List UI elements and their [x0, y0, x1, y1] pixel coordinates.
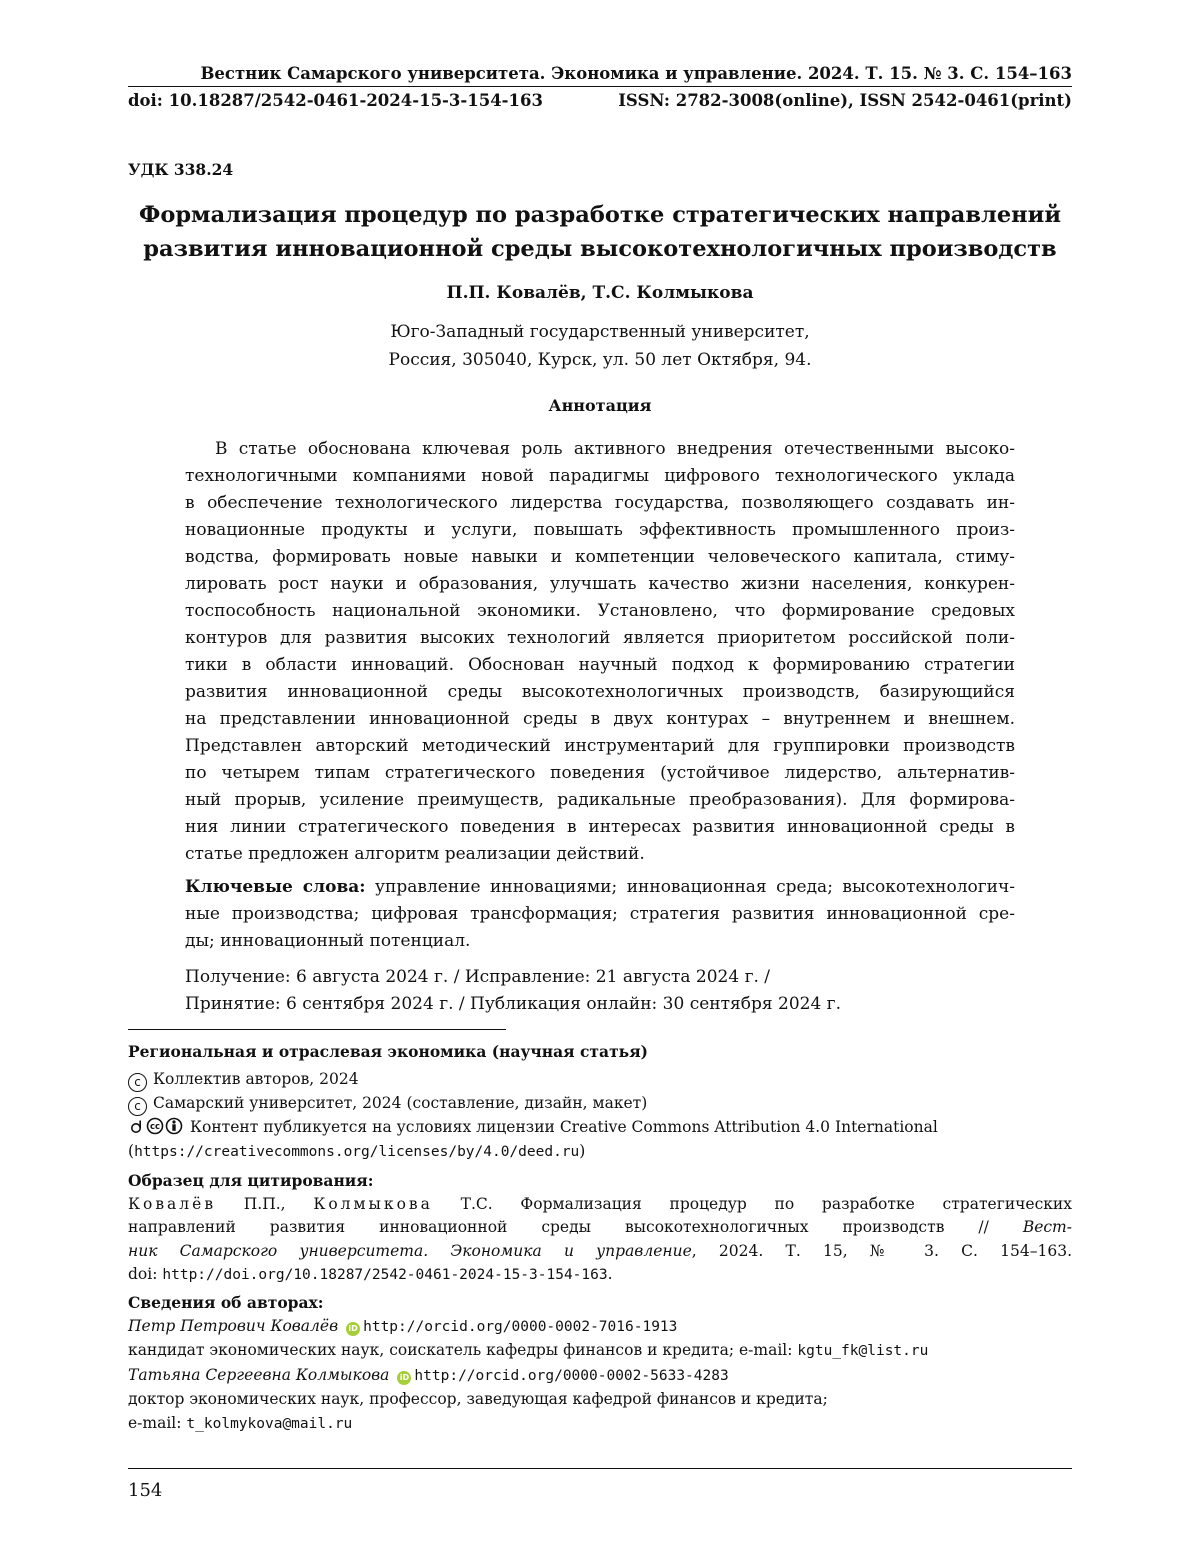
citation-line-4	[128, 1263, 1072, 1288]
svg-text:cc: cc	[149, 1122, 161, 1133]
footer-rule	[128, 1468, 1072, 1469]
abstract-line: ный прорыв, усиление преимуществ, радикальные преобразования). Для формирова-	[185, 790, 1015, 810]
author-2-email[interactable]: t_kolmykova@mail.ru	[186, 1415, 353, 1432]
copyright-line-1	[128, 1068, 1072, 1092]
abstract-line: Представлен авторский методический инструментарий для группировки производств	[185, 736, 1015, 756]
abstract-line: статье предложен алгоритм реализации действий.	[185, 844, 645, 864]
keywords-line-2: ные производства; цифровая трансформация; стратегия развития инновационной сре-	[185, 904, 1015, 924]
abstract-line: технологичными компаниями новой парадигмы цифрового технологического уклада	[185, 466, 1015, 486]
abstract-line: на представлении инновационной среды в двух контурах – внутреннем и внешнем.	[185, 709, 1015, 729]
issn-text: ISSN: 2782-3008(online), ISSN 2542-0461(print)	[618, 91, 1072, 110]
license-text: Контент публикуется на условиях лицензии Creative Commons Attribution 4.0 International	[190, 1118, 938, 1136]
paren-open: (	[128, 1141, 135, 1160]
citation-doi-link[interactable]: http://doi.org/10.18287/2542-0461-2024-15-3-154-163	[162, 1267, 608, 1283]
citation-heading: Образец для цитирования:	[128, 1171, 374, 1190]
author-1-info	[128, 1339, 1072, 1364]
authors: П.П. Ковалёв, Т.С. Колмыкова	[446, 283, 754, 303]
license-url-link[interactable]: https://creativecommons.org/licenses/by/4.0/deed.ru	[134, 1143, 580, 1160]
keywords-label: Ключевые слова:	[185, 877, 366, 897]
citation-end: .	[607, 1265, 613, 1283]
copyright-line-2	[128, 1092, 1072, 1116]
citation-issue: , 2024. Т. 15, № 3. С. 154–163.	[691, 1241, 1073, 1260]
doi-issn-line	[128, 91, 1072, 110]
cc-by-license-icon	[128, 1117, 184, 1135]
abstract-line: контуров для развития высоких технологий является приоритетом российской поли-	[185, 628, 1015, 648]
article-title	[128, 198, 1072, 266]
citation-author-2: Колмыкова	[313, 1194, 433, 1213]
citation-journal-part: Вест-	[1022, 1218, 1072, 1236]
license-url-line	[128, 1140, 1072, 1165]
dates-line-2: Принятие: 6 сентября 2024 г. / Публикация онлайн: 30 сентября 2024 г.	[185, 994, 841, 1014]
citation-line-3	[128, 1240, 1072, 1264]
copyright-icon: c	[128, 1073, 147, 1092]
citation-doi-label: doi:	[128, 1265, 163, 1283]
keywords-text-1: управление инновациями; инновационная среда; высокотехнологич-	[365, 877, 1015, 897]
abstract-body	[185, 436, 1015, 868]
author-1-info-text: кандидат экономических наук, соискатель кафедры финансов и кредита; e-mail:	[128, 1341, 798, 1359]
author-2-orcid-link[interactable]: http://orcid.org/0000-0002-5633-4283	[414, 1367, 729, 1384]
abstract-line: ния линии стратегического поведения в интересах развития инновационной среды в	[185, 817, 1015, 837]
author-1-name: Петр Петрович Ковалёв	[128, 1316, 339, 1335]
citation-line-2-text: направлений развития инновационной среды высокотехнологичных производств //	[128, 1218, 1023, 1236]
abstract-line: тоспособность национальной экономики. Установлено, что формирование средовых	[185, 601, 1015, 621]
abstract-line: лировать рост науки и образования, улучшать качество жизни населения, конкурен-	[185, 574, 1015, 594]
citation-journal-name: ник Самарского университета. Экономика и управление	[128, 1241, 692, 1260]
udk-code: УДК 338.24	[128, 160, 234, 179]
article-page	[128, 0, 1072, 1553]
title-line-2: развития инновационной среды высокотехнологичных производств	[143, 236, 1057, 262]
page-number: 154	[128, 1480, 163, 1501]
copyright-block	[128, 1068, 1072, 1164]
dates-line-1: Получение: 6 августа 2024 г. / Исправление: 21 августа 2024 г. /	[185, 967, 771, 987]
abstract-line: тики в области инноваций. Обоснован научный подход к формированию стратегии	[185, 655, 1015, 675]
abstract-line: водства, формировать новые навыки и компетенции человеческого капитала, стиму-	[185, 547, 1015, 567]
abstract-line: по четырем типам стратегического поведения (устойчивое лидерство, альтернатив-	[185, 763, 1015, 783]
affiliation-line-1: Юго-Западный государственный университет,	[390, 322, 810, 342]
author-2-line	[128, 1364, 1072, 1389]
citation-author-1-initials: П.П.,	[216, 1194, 314, 1213]
copyright-text-2: Самарский университет, 2024 (составление, дизайн, макет)	[153, 1094, 648, 1112]
citation-block	[128, 1169, 1072, 1288]
orcid-icon: iD	[397, 1371, 411, 1385]
authors-info-heading: Сведения об авторах:	[128, 1293, 324, 1312]
author-1-orcid-link[interactable]: http://orcid.org/0000-0002-7016-1913	[363, 1318, 678, 1335]
title-line-1: Формализация процедур по разработке стратегических направлений	[138, 202, 1062, 228]
keywords-line-1	[185, 874, 1015, 901]
affiliation-line-2: Россия, 305040, Курск, ул. 50 лет Октября, 94.	[388, 350, 812, 370]
article-dates	[185, 964, 1015, 1018]
authors-info-block	[128, 1291, 1072, 1436]
keywords-line-3: ды; инновационный потенциал.	[185, 931, 471, 951]
rubric-block	[128, 1040, 1072, 1064]
rubric: Региональная и отраслевая экономика (научная статья)	[128, 1042, 648, 1061]
header-rule	[128, 86, 1072, 87]
author-1-line	[128, 1315, 1072, 1340]
citation-line-1	[128, 1193, 1072, 1217]
license-line	[128, 1116, 1072, 1140]
running-header: Вестник Самарского университета. Экономика и управление. 2024. Т. 15. № 3. С. 154–163	[200, 64, 1072, 83]
citation-author-1: Ковалёв	[128, 1194, 217, 1213]
citation-line-1-rest: Т.С. Формализация процедур по разработке стратегических	[432, 1194, 1073, 1213]
abstract-line: новационные продукты и услуги, повышать эффективность промышленного произ-	[185, 520, 1015, 540]
abstract-heading: Аннотация	[548, 396, 652, 415]
paren-close: )	[579, 1141, 586, 1160]
author-2-info: доктор экономических наук, профессор, заведующая кафедрой финансов и кредита;	[128, 1390, 828, 1408]
affiliation	[128, 318, 1072, 374]
copyright-text-1: Коллектив авторов, 2024	[153, 1070, 359, 1088]
author-2-email-line	[128, 1412, 1072, 1437]
doi-text: doi: 10.18287/2542-0461-2024-15-3-154-163	[128, 91, 543, 110]
author-2-email-label: e-mail:	[128, 1413, 187, 1432]
citation-line-2	[128, 1216, 1072, 1240]
orcid-icon: iD	[346, 1322, 360, 1336]
abstract-line: развития инновационной среды высокотехнологичных производств, базирующийся	[185, 682, 1015, 702]
footnote-rule	[128, 1029, 506, 1030]
keywords	[185, 874, 1015, 955]
author-2-name: Татьяна Сергеевна Колмыкова	[128, 1365, 390, 1384]
abstract-line: В статье обоснована ключевая роль активного внедрения отечественными высоко-	[215, 439, 1015, 459]
author-1-email[interactable]: kgtu_fk@list.ru	[797, 1343, 929, 1359]
abstract-line: в обеспечение технологического лидерства государства, позволяющего создавать ин-	[185, 493, 1015, 513]
copyright-icon: c	[128, 1097, 147, 1116]
